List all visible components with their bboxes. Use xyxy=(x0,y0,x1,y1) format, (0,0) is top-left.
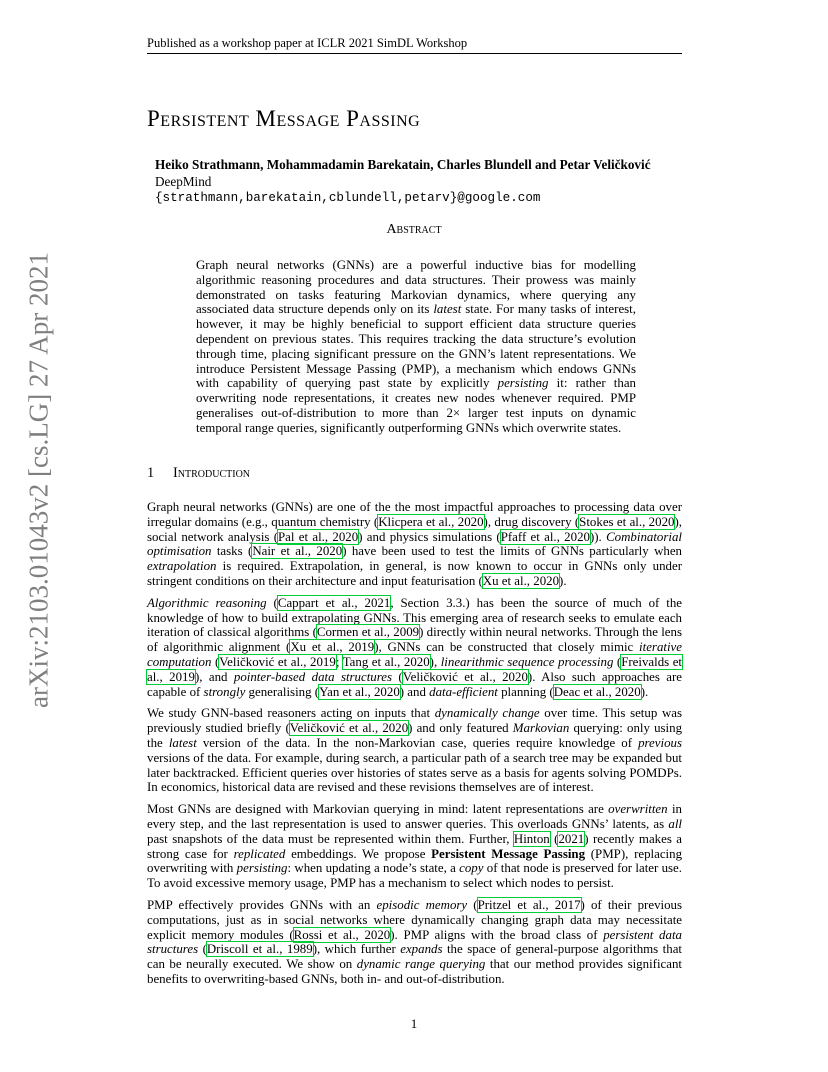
text-run: the space of general-purpose algorithms that can be neurally executed. We show on xyxy=(147,942,682,972)
text-run: ). PMP aligns with the broad class of xyxy=(390,927,604,942)
citation-link[interactable]: Yan et al., 2020 xyxy=(319,684,400,699)
italic-text: iterative computation xyxy=(147,640,682,669)
arxiv-stamp: arXiv:2103.01043v2 [cs.LG] 27 Apr 2021 xyxy=(23,252,54,708)
italic-text: replicated xyxy=(233,846,286,861)
text-run: We study GNN-based reasoners acting on inputs that xyxy=(147,706,435,721)
text-run: ( xyxy=(392,669,403,684)
italic-text: linearithmic sequence processing xyxy=(440,654,614,669)
section-title: Introduction xyxy=(173,465,251,481)
italic-text: previous xyxy=(638,735,682,750)
text-run: over time. This setup was previously studied briefly ( xyxy=(147,706,683,736)
text-run: versions of the data. For example, during search, a particular path of a search tree may be expanded but later backtracked. Efficient queries over histories of states serve as a basis for agents solving POMDPs. In economics, historical data are revised and these revisions themselves are of interest. xyxy=(147,750,682,795)
citation-link[interactable]: Rossi et al., 2020 xyxy=(293,927,391,942)
text-run: ) have been used to test the limits of GNNs particularly when xyxy=(342,544,682,559)
italic-text: copy xyxy=(459,861,484,876)
text-run: ), drug discovery ( xyxy=(483,514,580,529)
text-run: Most GNNs are designed with Markovian querying in mind: latent representations are xyxy=(147,802,609,817)
text-run: : when updating a node’s state, a xyxy=(287,861,460,876)
text-run: ). xyxy=(640,684,649,699)
text-run: ; xyxy=(335,654,343,669)
text-run: ( xyxy=(613,654,622,669)
paragraph xyxy=(147,706,682,795)
citation-link[interactable]: Veličković et al., 2019 xyxy=(219,654,336,669)
citation-link[interactable]: Hinton xyxy=(513,831,550,846)
text-run: , Section 3.3.) has been the source of much of the knowledge of how to build extrapolating GNNs. This emerging area of research seeks to emulate each iteration of classical algorithms ( xyxy=(147,595,683,640)
text-run: ), GNNs can be constructed that closely mimic xyxy=(374,640,640,655)
affiliation: DeepMind xyxy=(155,174,212,189)
italic-text: persistent data structures xyxy=(147,927,682,957)
italic-text: latest xyxy=(168,735,197,750)
body-text xyxy=(147,500,682,994)
citation-link[interactable]: Xu et al., 2020 xyxy=(482,573,560,588)
author-block xyxy=(155,156,715,207)
paper-title: Persistent Message Passing xyxy=(147,106,421,131)
text-run: ) and physics simulations ( xyxy=(358,529,501,544)
authors: Heiko Strathmann, Mohammadamin Barekatain, Charles Blundell and Petar Veličković xyxy=(155,157,651,172)
text-run: is required. Extrapolation, in general, is now known to occur in GNNs only under stringent conditions on their architecture and input featurisation ( xyxy=(147,559,682,588)
text-run: ) directly within neural networks. Through the lens of algorithmic alignment ( xyxy=(147,625,682,655)
paragraph xyxy=(147,596,682,700)
section-heading xyxy=(147,465,250,482)
text-run: ) recently makes a strong case for xyxy=(147,831,683,861)
citation-link[interactable]: Driscoll et al., 1989 xyxy=(206,942,313,957)
citation-link[interactable]: Klicpera et al., 2020 xyxy=(378,514,484,529)
text-run: Graph neural networks (GNNs) are one of the the most impactful approaches to processing data over irregular domains (e.g., quantum chemistry ( xyxy=(147,500,682,529)
italic-text: Combinatorial optimisation xyxy=(147,529,682,559)
text-run: tasks ( xyxy=(211,544,253,559)
citation-link[interactable]: Pal et al., 2020 xyxy=(278,529,359,544)
citation-link[interactable]: Xu et al., 2019 xyxy=(290,640,375,655)
text-run: ( xyxy=(266,595,278,610)
text-run: ( xyxy=(549,831,559,846)
text-run: ) of their previous computations, just as in social networks where dynamically changing graph data may necessitate explicit memory modules ( xyxy=(147,897,683,942)
citation-link[interactable]: Cappart et al., 2021 xyxy=(277,595,391,610)
text-run: ) and xyxy=(399,684,430,699)
text-run: state. For many tasks of interest, however, it may be highly beneficial to support efficient data structure queries dependent on previous states. This requires tracking the data structure’s evolution through time, placing significant pressure on the GNN’s latent representations. We introduce Persistent Message Passing (PMP), a mechanism which endows GNNs with capability of querying past state by explicitly xyxy=(196,302,636,391)
citation-link[interactable]: Pfaff et al., 2020 xyxy=(500,529,590,544)
italic-text: dynamically change xyxy=(434,706,540,721)
italic-text: data-efficient xyxy=(429,684,498,699)
header-rule xyxy=(147,53,682,54)
text-run: ), social network analysis ( xyxy=(147,514,682,544)
italic-text: latest xyxy=(433,302,462,317)
italic-text: extrapolation xyxy=(147,559,217,574)
italic-text: episodic memory xyxy=(376,897,468,912)
citation-link[interactable]: Freivalds et al., 2019 xyxy=(147,654,683,684)
text-run: version of the data. In the non-Markovian case, queries require knowledge of xyxy=(196,735,639,750)
text-run: ) and only featured xyxy=(408,721,513,736)
text-run: )). xyxy=(589,529,607,544)
text-run: it: rather than overwriting node representations, it creates new nodes whenever required. PMP generalises out-of-distribution to more than 2× larger test inputs on dynamic temporal range queries, significantly outperforming GNNs which overwrite states. xyxy=(196,376,636,435)
paragraph xyxy=(147,802,682,891)
page-number: 1 xyxy=(410,1016,418,1031)
italic-text: strongly xyxy=(203,684,246,699)
section-number: 1 xyxy=(147,465,155,481)
italic-text: pointer-based data structures xyxy=(233,669,393,684)
citation-link[interactable]: 2021 xyxy=(558,831,585,846)
citation-link[interactable]: Pritzel et al., 2017 xyxy=(477,897,581,912)
text-run: past snapshots of the data must be represented within them. Further, xyxy=(147,831,514,846)
italic-text: dynamic range querying xyxy=(356,957,486,972)
italic-text: persisting xyxy=(236,861,288,876)
bold-text: Persistent Message Passing xyxy=(431,846,586,861)
emails: {strathmann,barekatain,cblundell,petarv}@google.com xyxy=(155,191,541,205)
text-run: Graph neural networks (GNNs) are a powerful inductive bias for modelling algorithmic reasoning procedures and data structures. Their prowess was mainly demonstrated on tasks featuring Markovian dynamics, where querying any associated data structure depends only on its xyxy=(196,258,636,317)
citation-link[interactable]: Tang et al., 2020 xyxy=(342,654,430,669)
citation-link[interactable]: Veličković et al., 2020 xyxy=(289,721,409,736)
text-run: planning ( xyxy=(497,684,554,699)
text-run: (PMP), replacing overwriting with xyxy=(147,846,683,876)
italic-text: expands xyxy=(400,942,443,957)
citation-link[interactable]: Nair et al., 2020 xyxy=(252,544,343,559)
text-run: ). Also such approaches are capable of xyxy=(147,669,683,699)
text-run: of that node is preserved for later use. To avoid excessive memory usage, PMP has a mechanism to select which nodes to persist. xyxy=(147,861,682,891)
text-run: querying: only using the xyxy=(147,721,683,750)
text-run: generalising ( xyxy=(245,684,320,699)
abstract-text xyxy=(196,258,636,436)
italic-text: persisting xyxy=(497,376,549,391)
text-run: ( xyxy=(211,654,220,669)
text-run: in every step, and the last representation is used to answer queries. This overloads GNNs’ latents, as xyxy=(147,802,682,831)
italic-text: all xyxy=(668,816,682,831)
citation-link[interactable]: Cormen et al., 2009 xyxy=(316,625,420,640)
citation-link[interactable]: Deac et al., 2020 xyxy=(553,684,641,699)
text-run: embeddings. We propose xyxy=(285,846,432,861)
text-run: ), and xyxy=(194,669,234,684)
italic-text: Markovian xyxy=(512,721,570,736)
header-note: Published as a workshop paper at ICLR 2021 SimDL Workshop xyxy=(147,36,468,50)
citation-link[interactable]: Veličković et al., 2020 xyxy=(402,669,528,684)
text-run: that our method provides significant benefits to overwriting-based GNNs, both in- and out-of-distribution. xyxy=(147,957,682,986)
text-run: ( xyxy=(198,942,207,957)
text-run: PMP effectively provides GNNs with an xyxy=(147,897,377,912)
citation-link[interactable]: Stokes et al., 2020 xyxy=(579,514,675,529)
italic-text: overwritten xyxy=(608,802,668,817)
text-run: ), xyxy=(429,654,441,669)
abstract-heading: Abstract xyxy=(386,222,442,237)
text-run: ). xyxy=(559,573,567,588)
text-run: ( xyxy=(467,897,478,912)
paragraph xyxy=(147,500,682,589)
text-run: ), which further xyxy=(312,942,401,957)
paragraph xyxy=(147,898,682,987)
italic-text: Algorithmic reasoning xyxy=(147,595,267,610)
